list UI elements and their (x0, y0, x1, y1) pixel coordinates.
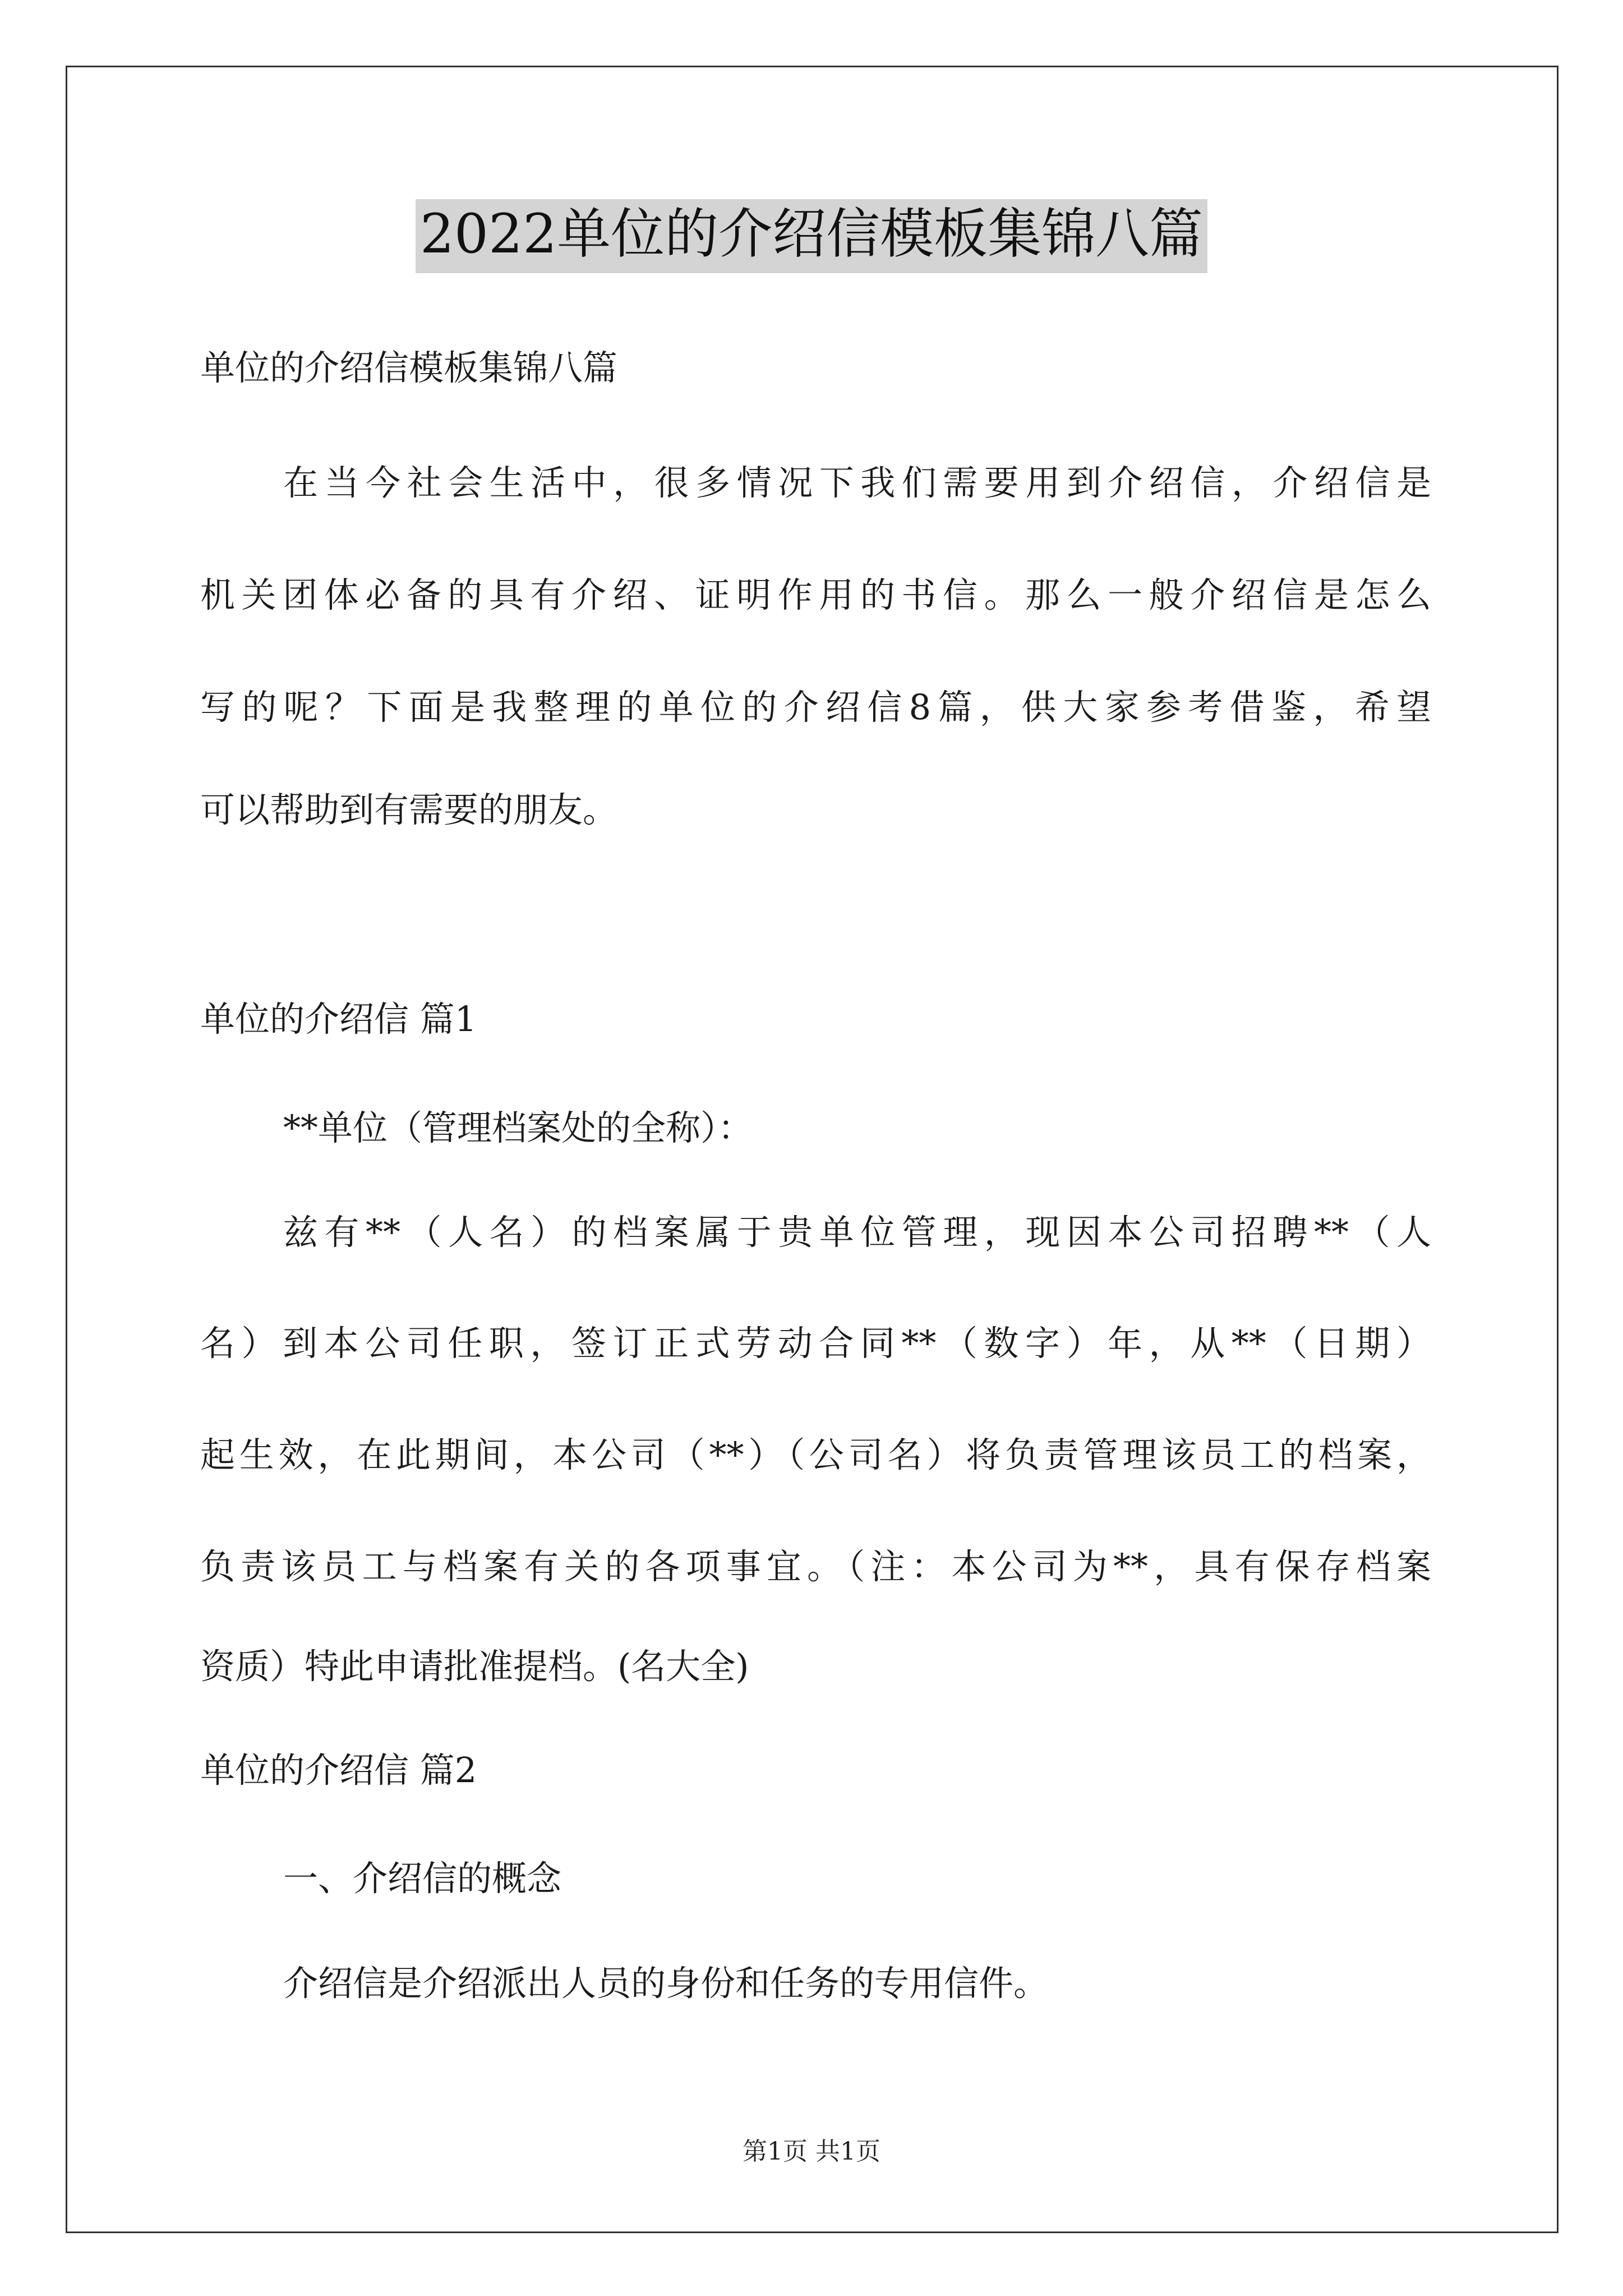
doc-subtitle: 单位的介绍信模板集锦八篇 (200, 347, 618, 388)
intro-line-2: 机关团体必备的具有介绍、证明作用的书信。那么一般介绍信是怎么 (200, 574, 1431, 615)
body-line-5: 资质）特此申请批准提档。(名大全) (200, 1646, 749, 1687)
intro-line-3: 写的呢？下面是我整理的单位的介绍信8篇，供大家参考借鉴，希望 (200, 687, 1431, 728)
document-title-text: 2022单位的介绍信模板集锦八篇 (416, 199, 1207, 273)
body-line-3: 起生效，在此期间，本公司（**）（公司名）将负责管理该员工的档案， (200, 1434, 1431, 1475)
body-line-4: 负责该员工与档案有关的各项事宜。（注：本公司为**，具有保存档案 (200, 1546, 1431, 1587)
document-title (0, 199, 1623, 273)
body-paragraph: 介绍信是介绍派出人员的身份和任务的专用信件。 (283, 1963, 1049, 2004)
salutation-line: **单位（管理档案处的全称）： (283, 1107, 753, 1148)
intro-line-1: 在当今社会生活中，很多情况下我们需要用到介绍信，介绍信是 (283, 462, 1431, 503)
page-footer: 第1页 共1页 (743, 2137, 880, 2166)
body-line-2: 名）到本公司任职，签订正式劳动合同**（数字）年，从**（日期） (200, 1323, 1431, 1364)
page-border (66, 66, 1559, 2233)
section-heading-1: 单位的介绍信 篇1 (200, 999, 477, 1039)
intro-line-4: 可以帮助到有需要的朋友。 (200, 789, 618, 830)
section-heading-2: 单位的介绍信 篇2 (200, 1750, 477, 1791)
body-line-1: 兹有**（人名）的档案属于贵单位管理，现因本公司招聘**（人 (283, 1212, 1431, 1253)
subsection-heading: 一、介绍信的概念 (283, 1858, 562, 1899)
